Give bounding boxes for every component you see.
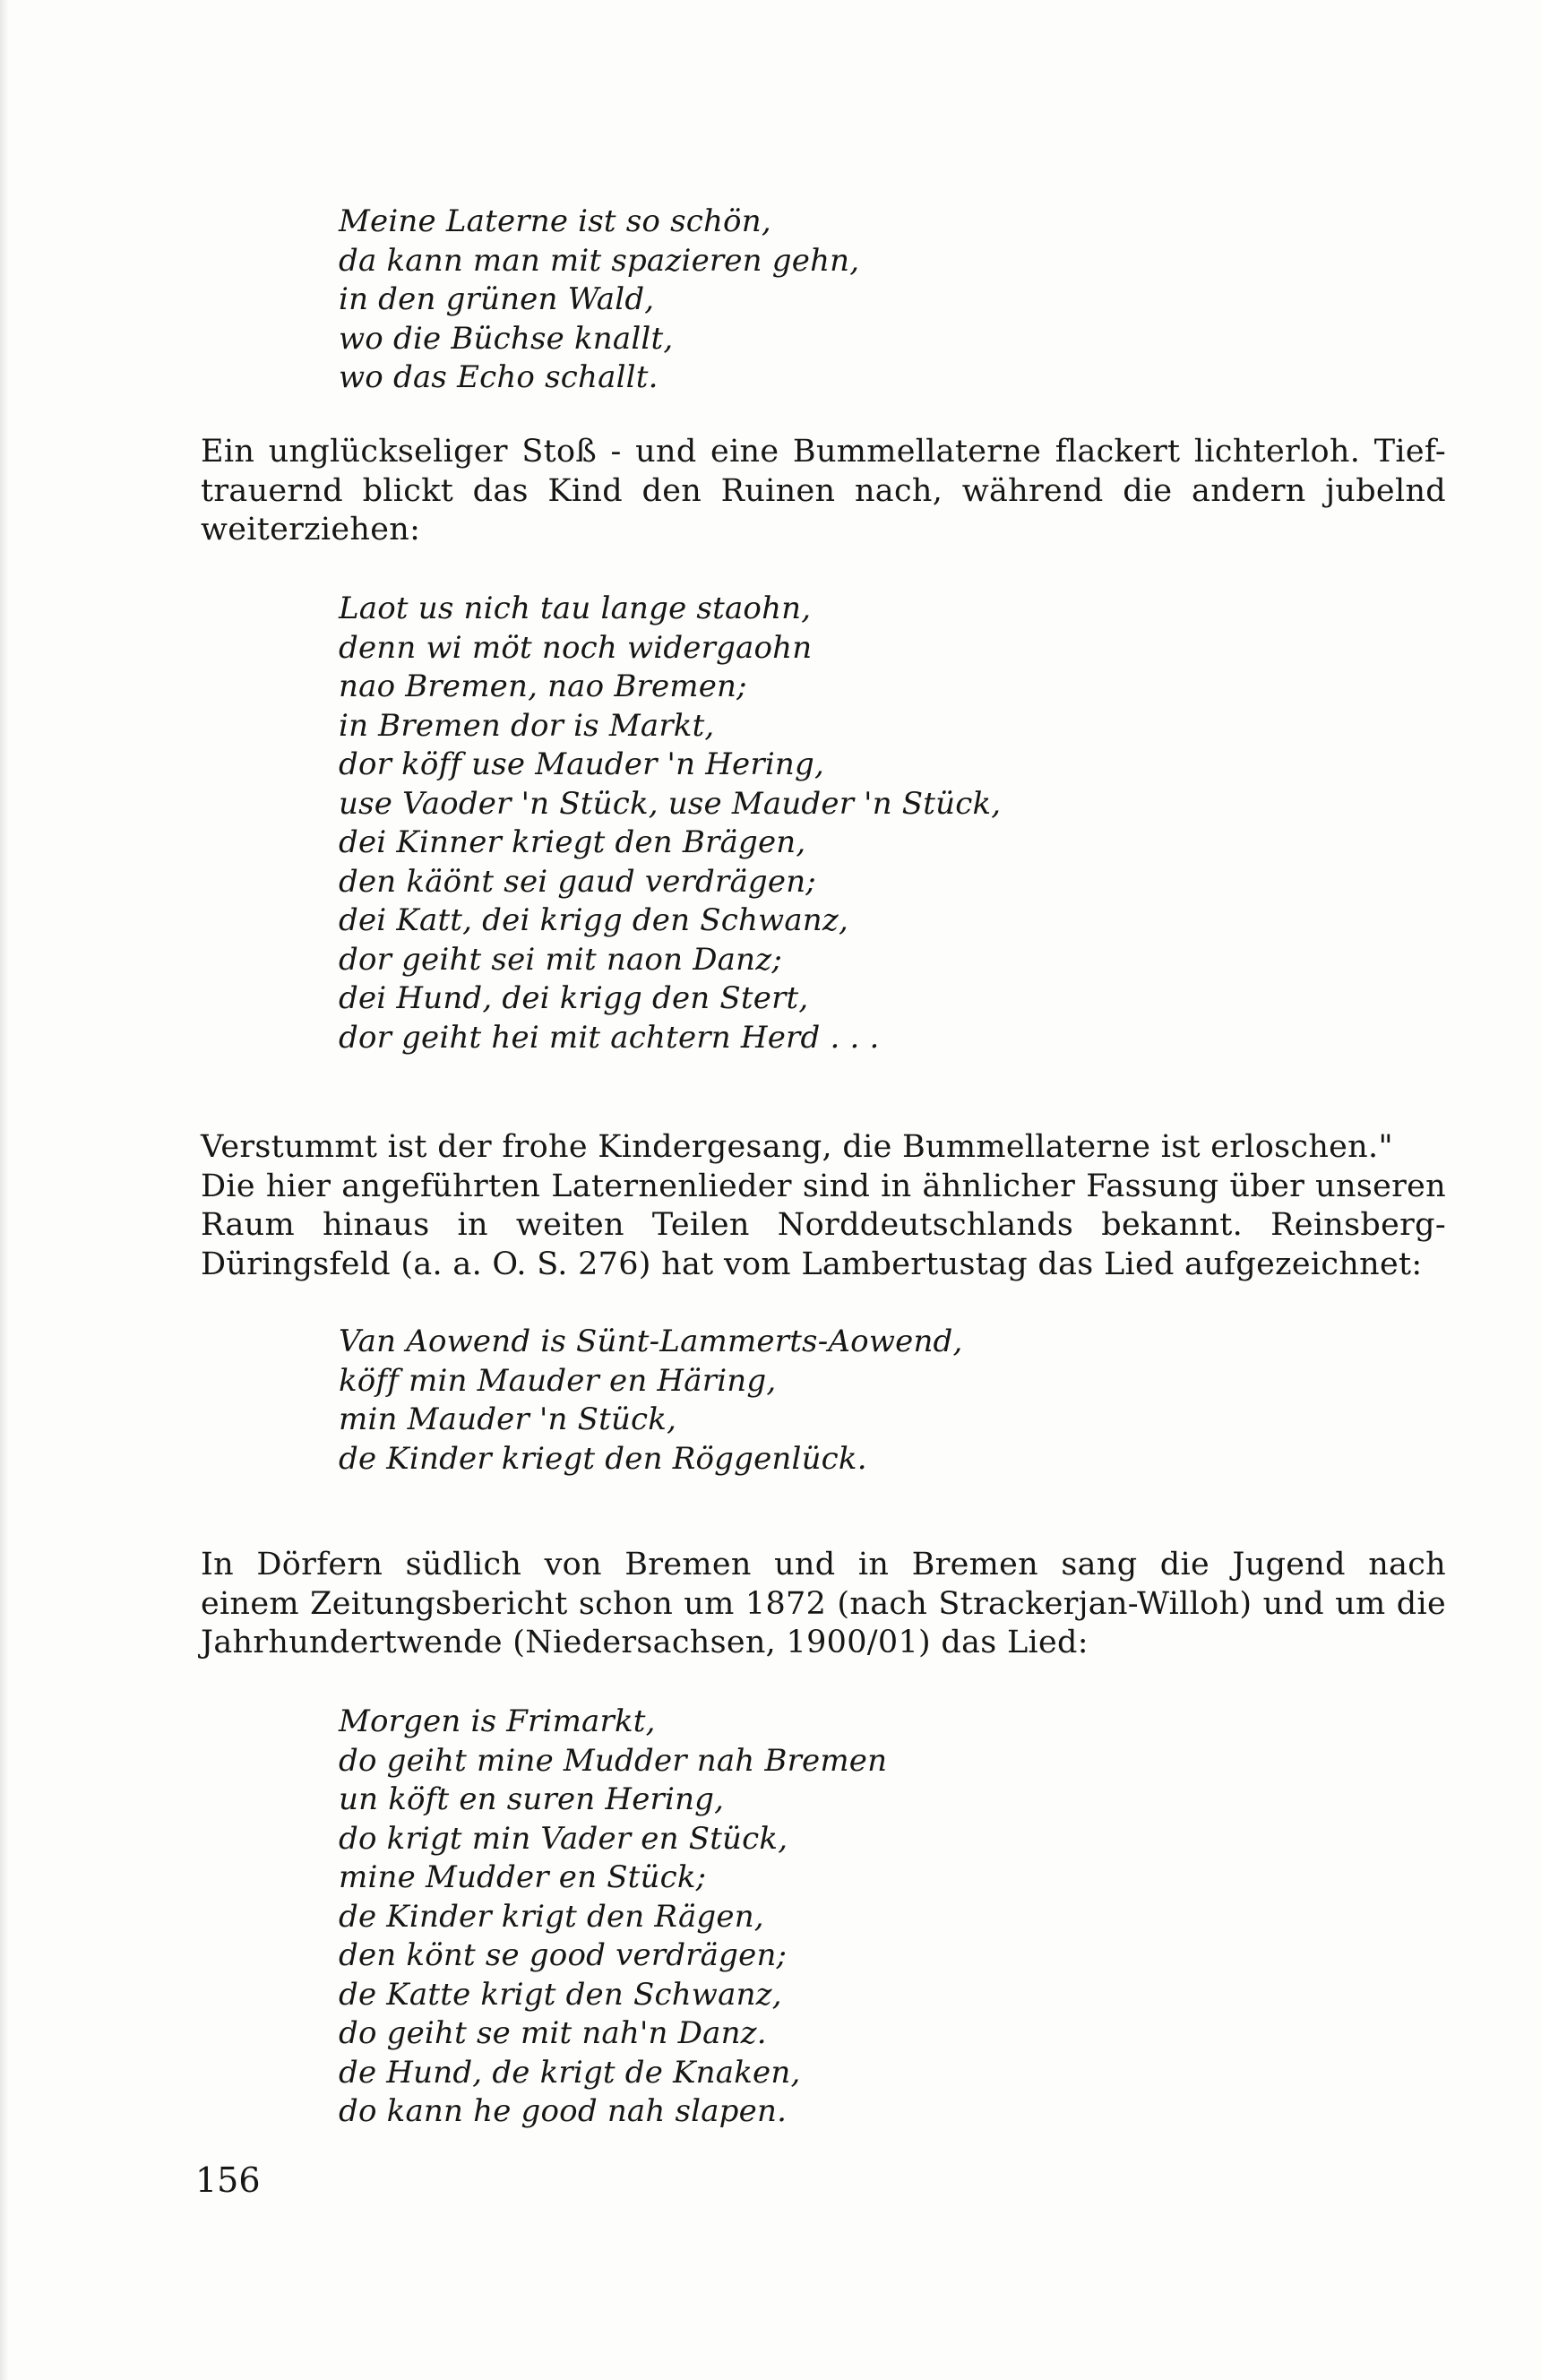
verse-line: Laot us nich tau lange staohn, (339, 591, 812, 626)
verse-frimarkt-song (339, 1703, 887, 2132)
verse-line: dor geiht sei mit naon Danz; (339, 941, 782, 978)
verse-line: de Kinder kriegt den Röggenlück. (339, 1440, 867, 1477)
verse-line: dor köff use Mauder 'n Hering, (339, 746, 824, 782)
verse-line: do kann he good nah slapen. (339, 2093, 788, 2129)
verse-line: dei Hund, dei krigg den Stert, (339, 980, 809, 1016)
verse-line: in Bremen dor is Markt, (339, 707, 715, 744)
verse-line: wo die Büchse knallt, (339, 320, 674, 357)
verse-line: in den grünen Wald, (339, 281, 655, 317)
verse-line: min Mauder 'n Stück, (339, 1401, 677, 1437)
verse-line: Meine Laterne ist so schön, (339, 203, 771, 239)
paragraph-line: Verstummt ist der frohe Kindergesang, die Bummellaterne ist erloschen." (201, 1129, 1393, 1165)
paragraph-line: Jahrhundertwende (Niedersachsen, 1900/01) das Lied: (201, 1625, 1089, 1660)
verse-lantern-song (339, 203, 859, 398)
verse-low-german-song (339, 590, 1001, 1057)
verse-lambertus-song (339, 1323, 963, 1479)
verse-line: use Vaoder 'n Stück, use Mauder 'n Stück, (339, 785, 1002, 822)
page-number: 156 (195, 2160, 261, 2200)
paragraph-line: Düringsfeld (a. a. O. S. 276) hat vom Lambertustag das Lied aufgezeichnet: (201, 1246, 1423, 1282)
paragraph-line: weiterziehen: (201, 512, 421, 548)
paragraph-bremen-villages (201, 1546, 1446, 1663)
paragraph-line: einem Zeitungsbericht schon um 1872 (nach Strackerjan-Willoh) und um die (201, 1585, 1446, 1622)
paragraph-line: Die hier angeführten Laternenlieder sind in ähnlicher Fassung über unseren (201, 1168, 1446, 1204)
paragraph-line: Raum hinaus in weiten Teilen Norddeutschlands bekannt. Reinsberg- (201, 1207, 1446, 1243)
verse-line: den könt se good verdrägen; (339, 1937, 788, 1973)
verse-line: da kann man mit spazieren gehn, (339, 242, 860, 279)
verse-line: Van Aowend is Sünt-Lammerts-Aowend, (339, 1324, 963, 1359)
verse-line: do geiht mine Mudder nah Bremen (339, 1742, 888, 1779)
verse-line: un köft en suren Hering, (339, 1781, 725, 1817)
verse-line: wo das Echo schallt. (339, 359, 659, 395)
verse-line: de Kinder krigt den Rägen, (339, 1898, 764, 1935)
verse-line: dor geiht hei mit achtern Herd . . . (339, 1019, 880, 1056)
verse-line: mine Mudder en Stück; (339, 1859, 707, 1895)
verse-line: köff min Mauder en Häring, (339, 1362, 777, 1399)
page-edge-shadow (0, 0, 9, 2380)
paragraph-line: Ein unglückseliger Stoß - und eine Bummellaterne flackert lichterloh. Tief- (201, 434, 1446, 470)
verse-line: de Katte krigt den Schwanz, (339, 1976, 782, 2013)
verse-line: dei Katt, dei krigg den Schwanz, (339, 902, 849, 938)
verse-line: dei Kinner kriegt den Brägen, (339, 824, 806, 860)
paragraph-lantern-accident (201, 433, 1446, 550)
verse-line: nao Bremen, nao Bremen; (339, 668, 747, 704)
verse-line: de Hund, de krigt de Knaken, (339, 2054, 801, 2091)
verse-line: den käönt sei gaud verdrägen; (339, 863, 816, 900)
verse-line: do krigt min Vader en Stück, (339, 1820, 788, 1857)
verse-line: denn wi möt noch widergaohn (339, 629, 813, 666)
paragraph-lantern-songs (201, 1128, 1446, 1284)
paragraph-line: In Dörfern südlich von Bremen und in Bremen sang die Jugend nach (201, 1547, 1446, 1582)
verse-line: Morgen is Frimarkt, (339, 1703, 656, 1739)
paragraph-line: trauernd blickt das Kind den Ruinen nach, während die andern jubelnd (201, 472, 1446, 509)
verse-line: do geiht se mit nah'n Danz. (339, 2015, 767, 2051)
